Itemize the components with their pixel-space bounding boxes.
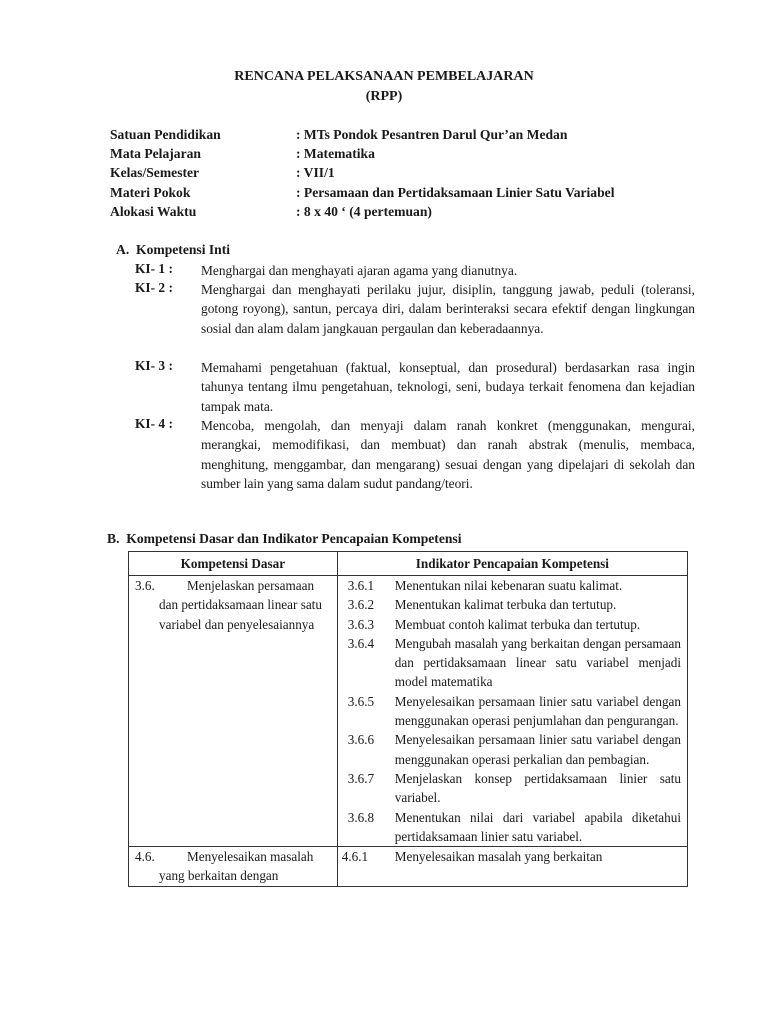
section-a-heading [116,242,230,258]
identity-value: : VII/1 [296,165,335,180]
indicator-text: Menentukan kalimat terbuka dan tertutup. [394,597,617,613]
indicator-number: 3.6.2 [347,597,375,613]
section-letter: A. [116,242,130,257]
identity-label: Materi Pokok [110,185,191,200]
indicator-cell [337,847,687,887]
indicator-item [338,808,687,847]
identity-value: : MTs Pondok Pesantren Darul Qur’an Medan [296,127,568,142]
indicator-number: 4.6.1 [341,849,369,865]
indicator-item [338,730,687,769]
indicator-item [338,595,687,614]
document-subtitle: (RPP) [365,89,403,104]
document-title: RENCANA PELAKSANAAN PEMBELAJARAN [234,69,534,84]
indicator-item [338,615,687,634]
indicator-item [338,634,687,692]
indicator-text: Menyelesaikan masalah yang berkaitan [394,849,603,865]
identity-row-subject [110,146,375,162]
ki-text: Menghargai dan menghayati ajaran agama yang dianutnya. [201,263,518,278]
indicator-item [338,769,687,808]
identity-row-topic [110,185,614,201]
indicator-text: Menentukan nilai dari variabel apabila diketahui pertidaksamaan linier satu variabel. [394,809,681,844]
kd-text: Menyelesaikan masalah yang berkaitan dengan [159,849,314,884]
section-title: Kompetensi Inti [136,242,231,257]
ki-label: KI- 4 : [135,416,173,431]
table-row [129,847,688,887]
indicator-text: Menyelesaikan persamaan linier satu variabel dengan menggunakan operasi perkalian dan pembagian. [394,732,681,767]
table-header-row [129,552,688,576]
ki-text: Menghargai dan menghayati perilaku jujur, disiplin, tanggung jawab, peduli (toleransi, gotong royong), santun, percaya diri, dalam berinteraksi secara efektif dengan lingkungan sosial dan alam dalam jangkauan pergaulan dan keberadaannya. [201,282,695,336]
identity-label: Mata Pelajaran [110,146,201,161]
identity-label: Kelas/Semester [110,165,200,180]
indicator-item [338,692,687,731]
indicator-item [338,576,687,595]
identity-value: : Persamaan dan Pertidaksamaan Linier Satu Variabel [296,185,615,200]
section-letter: B. [107,531,120,546]
kd-text: Menjelaskan persamaan dan pertidaksamaan linear satu variabel dan penyelesaiannya [159,578,322,632]
identity-value: : Matematika [296,146,375,161]
section-title: Kompetensi Dasar dan Indikator Pencapaian Kompetensi [126,531,462,546]
ki-label: KI- 2 : [135,280,173,295]
kd-number: 4.6. [135,849,155,865]
indicator-item [338,847,687,866]
identity-value: : 8 x 40 ‘ (4 pertemuan) [296,204,432,219]
column-header: Kompetensi Dasar [129,552,338,576]
identity-label: Alokasi Waktu [110,204,197,219]
indicator-cell [337,576,687,847]
indicator-number: 3.6.4 [347,635,375,651]
indicator-number: 3.6.3 [347,616,375,632]
section-b-heading [107,531,462,547]
indicator-text: Menentukan nilai kebenaran suatu kalimat. [394,578,623,593]
competency-table [128,551,688,887]
kd-number: 3.6. [135,578,155,593]
indicator-number: 3.6.5 [347,693,375,709]
indicator-number: 3.6.6 [347,732,375,748]
indicator-text: Mengubah masalah yang berkaitan dengan persamaan dan pertidaksamaan linear satu variabel menjadi model matematika [394,635,681,690]
indicator-number: 3.6.1 [347,578,375,593]
indicator-text: Menyelesaikan persamaan linier satu variabel dengan menggunakan operasi penjumlahan dan pengurangan. [394,693,681,729]
ki-label: KI- 3 : [135,358,173,373]
indicator-number: 3.6.7 [347,770,375,786]
indicator-text: Membuat contoh kalimat terbuka dan tertutup. [394,616,641,632]
indicator-text: Menjelaskan konsep pertidaksamaan linier satu variabel. [394,770,681,806]
identity-row-school [110,127,567,143]
identity-row-time [110,204,432,220]
ki-text: Mencoba, mengolah, dan menyaji dalam ranah konkret (menggunakan, mengurai, merangkai, memodifikasi, dan membuat) dan ranah abstrak (menulis, membaca, menghitung, menggambar, dan mengarang) sesuai dengan yang dipelajari di sekolah dan sumber lain yang sama dalam sudut pandang/teori. [201,418,695,491]
indicator-number: 3.6.8 [347,809,375,825]
kd-cell [129,576,338,847]
column-header: Indikator Pencapaian Kompetensi [337,552,687,576]
kd-cell [129,847,338,887]
ki-label: KI- 1 : [135,261,173,276]
table-row [129,576,688,847]
ki-text: Memahami pengetahuan (faktual, konseptual, dan prosedural) berdasarkan rasa ingin tahunya tentang ilmu pengetahuan, teknologi, seni, budaya terkait fenomena dan kejadian tampak mata. [201,360,695,414]
identity-row-class [110,165,335,181]
identity-label: Satuan Pendidikan [110,127,221,142]
